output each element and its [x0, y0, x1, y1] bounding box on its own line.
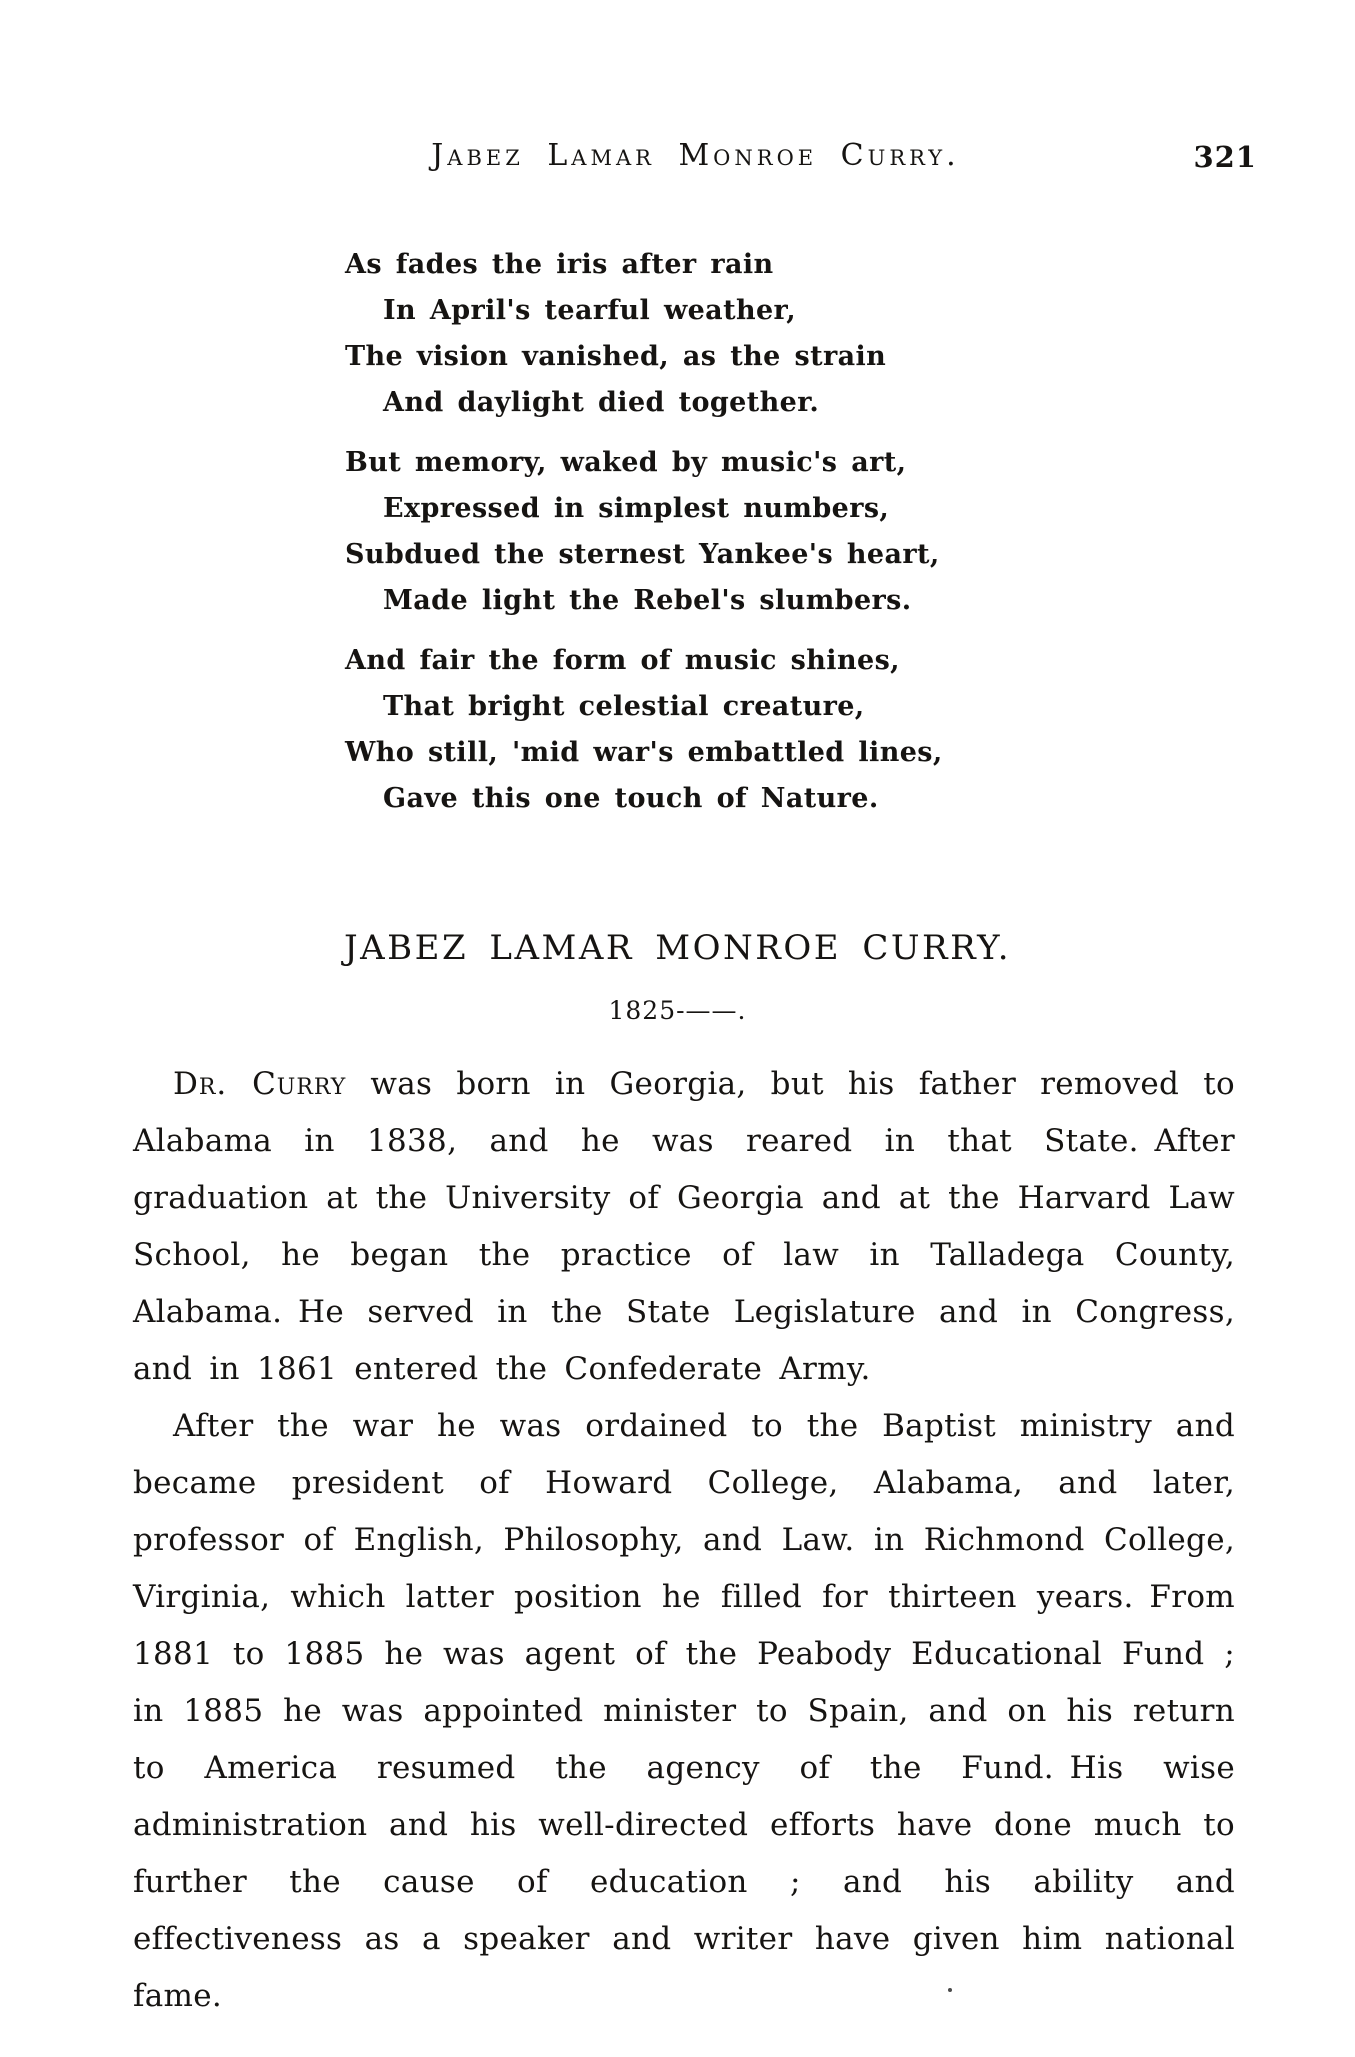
poem-line: The vision vanished, as the strain	[345, 341, 887, 372]
poem-line: Who still, 'mid war's embattled lines,	[345, 737, 943, 768]
running-head	[0, 138, 1355, 182]
poem-line: And fair the form of music shines,	[345, 645, 900, 676]
poem-line: As fades the iris after rain	[345, 249, 774, 280]
paragraph-1	[133, 1056, 1235, 1398]
paragraph-1-lead: Dr. Curry	[173, 1066, 347, 1102]
paragraph-2: After the war he was ordained to the Baptist ministry and became president of Howard College, Alabama, and later, professor of English, Philosophy, and Law. in Richmond College, Virginia, which latter position he filled for thirteen years. From 1881 to 1885 he was agent of the Peabody Educational Fund ; in 1885 he was appointed minister to Spain, and on his return to America resumed the agency of the Fund. His wise administration and his well-directed efforts have done much to further the cause of education ; and his ability and effectiveness as a speaker and writer have given him national fame.	[133, 1408, 1235, 2014]
section-title: JABEZ LAMAR MONROE CURRY.	[343, 928, 1012, 968]
poem-stanza-3	[345, 638, 943, 822]
page-number: 321	[1193, 140, 1257, 174]
scan-speck	[948, 1988, 952, 1992]
poem-line: Gave this one touch of Nature.	[383, 783, 879, 814]
poem-line: But memory, waked by music's art,	[345, 447, 907, 478]
poem-line: Subdued the sternest Yankee's heart,	[345, 539, 940, 570]
poem-stanza-2	[345, 440, 943, 624]
running-head-title: Jabez Lamar Monroe Curry.	[431, 138, 960, 173]
poem-line: That bright celestial creature,	[383, 691, 865, 722]
section-date-line: 1825-——.	[608, 996, 747, 1025]
poem-stanza-1	[345, 242, 943, 426]
biography-text	[133, 1056, 1235, 2025]
paragraph-1-rest: was born in Georgia, but his father removed to Alabama in 1838, and he was reared in that State. After graduation at the University of Georgia and at the Harvard Law School, he began the practice of law in Talladega County, Alabama. He served in the State Legislature and in Congress, and in 1861 entered the Confederate Army.	[133, 1066, 1235, 1387]
poem-line: And daylight died together.	[383, 387, 820, 418]
poem-line: In April's tearful weather,	[383, 295, 797, 326]
poem-line: Made light the Rebel's slumbers.	[383, 585, 912, 616]
poem-line: Expressed in simplest numbers,	[383, 493, 890, 524]
poem	[345, 242, 943, 836]
